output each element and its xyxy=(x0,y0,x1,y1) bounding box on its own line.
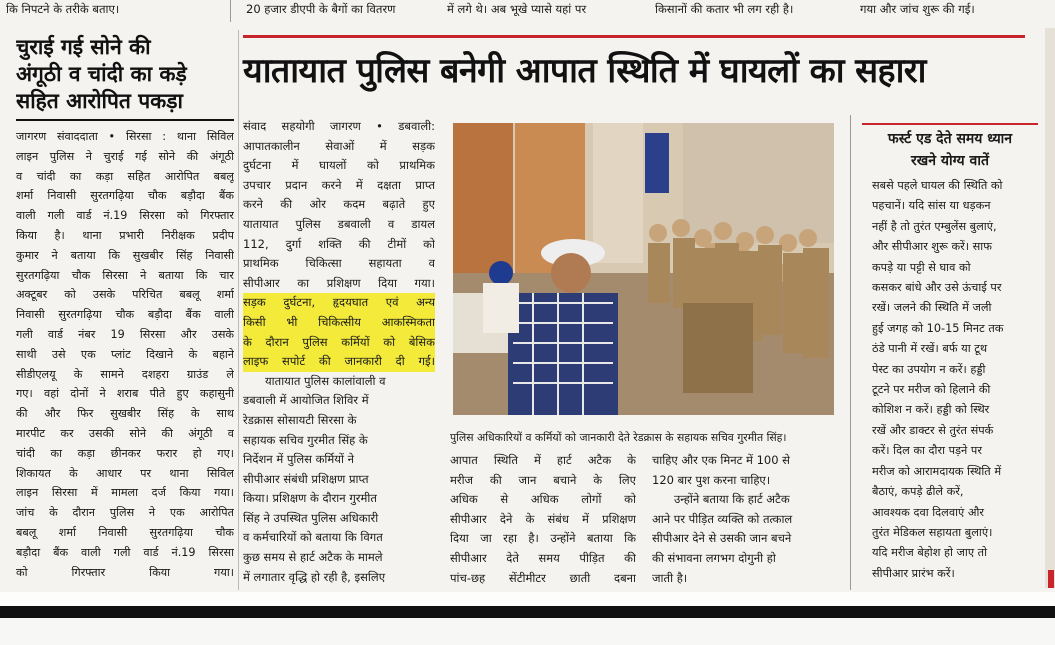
left-headline-line: सहित आरोपित पकड़ा xyxy=(16,89,183,113)
left-body-line: व चांदी का कड़ा सहित आरोपित बबलू xyxy=(16,169,234,183)
left-story xyxy=(16,34,234,582)
col3-line: उन्होंने बताया कि हार्ट अटैक xyxy=(674,492,790,507)
sidebar-body-line: कसकर बांधे और उसे ऊंचाई पर xyxy=(872,281,1002,295)
top-strip-text-1: कि निपटने के तरीके बताए। xyxy=(6,2,120,16)
col3-line: की संभावना लगभग दोगुनी हो xyxy=(652,550,776,565)
main-headline-rule xyxy=(243,35,1025,38)
col1-line: सीपीआर का प्रशिक्षण दिया गया। xyxy=(243,275,435,290)
col3-line: चाहिए और एक मिनट में 100 से xyxy=(652,453,790,467)
col1-line: कुछ समय से हार्ट अटैक के मामले xyxy=(243,550,383,565)
right-edge-strip xyxy=(1045,28,1055,588)
sidebar-body-line: सीपीआर प्रारंभ करें। xyxy=(872,566,955,580)
sidebar-body-line: करें। दिल का दौरा पड़ने पर xyxy=(872,444,982,458)
left-body-line: लाइन पुलिस ने चुराई गई सोने की अंगूठी xyxy=(16,149,234,163)
top-strip-text-2: 20 हजार डीएपी के बैगों का वितरण xyxy=(246,2,396,16)
col1-line: आपातकालीन सेवाओं में सड़क xyxy=(243,138,435,153)
sidebar-body-line: तुरंत मेडिकल सहायता बुलाएं। xyxy=(872,525,993,539)
top-strip-text-3: में लगे थे। अब भूखे प्यासे यहां पर xyxy=(447,2,587,16)
photo-caption: पुलिस अधिकारियों व कर्मियों को जानकारी देते रेडक्रास के सहायक सचिव गुरमीत सिंह। xyxy=(450,431,787,444)
col1-line: प्राथमिक चिकित्सा सहायता व xyxy=(243,256,435,271)
main-col1-rest xyxy=(243,372,435,588)
left-headline-line: चुराई गई सोने की xyxy=(16,35,151,59)
sidebar-body-line: हुई जगह को 10-15 मिनट तक xyxy=(872,321,1004,335)
sidebar-body-line: मरीज को आरामदायक स्थिति में xyxy=(872,464,1002,478)
sidebar-body-line: कोशिश न करें। हड्डी को स्थिर xyxy=(872,403,990,417)
sidebar-body-line: नहीं है तो तुरंत एम्बुलेंस बुलाएं, xyxy=(872,219,997,233)
bottom-margin xyxy=(0,618,1055,645)
sidebar-body-line: ठंडे पानी में रखें। बर्फ या टूथ xyxy=(872,342,988,356)
left-story-body xyxy=(16,127,234,582)
col3-line: 120 बार पुश करना चाहिए। xyxy=(652,472,771,487)
col1-line: उपचार प्रदान करने में दक्षता प्राप्त xyxy=(243,177,435,192)
sidebar-body-line: सबसे पहले घायल की स्थिति को xyxy=(872,179,1003,192)
left-body-line: की और फिर सुखबीर सिंह के साथ xyxy=(16,407,234,421)
col1-highlight-line: किसी भी चिकित्सीय आकस्मिकता xyxy=(243,313,435,333)
col2-line: सीपीआर देने के संबंध में प्रशिक्षण xyxy=(450,511,636,526)
bottom-whitespace xyxy=(0,592,1055,606)
col1-line: रेडक्रास सोसायटी सिरसा के xyxy=(243,412,357,427)
main-col1-intro xyxy=(243,117,435,293)
sidebar-body-line: बैठाएं, कपड़े ढीले करें, xyxy=(872,485,964,499)
sidebar-body-line: आवश्यक दवा दिलवाएं और xyxy=(872,505,985,519)
left-body-line: को गिरफ्तार किया गया। xyxy=(16,565,234,579)
sidebar-body-line: पेस्ट का उपयोग न करें। हड्डी xyxy=(872,362,986,376)
col2-line: दिया जा रहा है। उन्होंने बताया कि xyxy=(450,531,636,546)
sidebar-title-line: फर्स्ट एड देते समय ध्यान xyxy=(887,131,1013,147)
main-col2 xyxy=(450,451,636,588)
left-body-line: चांदी का कड़ा छीनकर फरार हो गए। xyxy=(16,446,234,460)
col2-line: आपात स्थिति में हार्ट अटैक के xyxy=(450,453,636,467)
sidebar-divider xyxy=(850,115,851,590)
main-col1-highlight xyxy=(243,293,435,371)
col1-line: संवाद सहयोगी जागरण • डबवाली: xyxy=(243,119,435,133)
column-divider xyxy=(238,30,239,590)
col1-line: डबवाली में आयोजित शिविर में xyxy=(243,393,369,408)
news-photo xyxy=(453,123,834,415)
sidebar-box xyxy=(862,128,1038,584)
main-col1 xyxy=(243,117,435,587)
col2-line: मरीज की जान बचाने के लिए xyxy=(450,472,636,487)
col1-line: यातायात पुलिस डबवाली व डायल xyxy=(243,216,435,231)
col1-highlight-line: लाइफ सपोर्ट की जानकारी दी गई। xyxy=(243,352,435,372)
left-body-line: जागरण संवाददाता • सिरसा : थाना सिविल xyxy=(16,130,234,143)
left-body-line: बड़ौदा बैंक वाली गली वार्ड नं.19 सिरसा xyxy=(16,545,234,559)
left-body-line: निवासी सुरतगढ़िया चौक बड़ौदा बैंक वाली xyxy=(16,308,234,322)
col1-line: निर्देशन में पुलिस कर्मियों ने xyxy=(243,452,354,467)
top-strip xyxy=(0,0,1055,22)
left-body-line: अक्टूबर को उसके परिचित बबलू शर्मा xyxy=(16,288,234,302)
left-headline-rule xyxy=(16,119,234,121)
col1-line: 112, दुर्गा शक्ति की टीमों को xyxy=(243,236,435,251)
left-body-line: शर्मा निवासी सुरतगढ़िया चौक बड़ौदा बैंक xyxy=(16,189,234,203)
left-body-line: किया है। थाना प्रभारी निरीक्षक प्रदीप xyxy=(16,228,234,242)
left-body-line: बबलू शर्मा निवासी सुरतगढ़िया चौक xyxy=(16,525,234,539)
left-body-line: जांच के दौरान पुलिस ने एक आरोपित xyxy=(16,506,234,520)
sidebar-top-rule xyxy=(862,123,1038,125)
col2-line: अधिक से अधिक लोगों को xyxy=(450,492,636,507)
col1-line: में लगातार वृद्धि हो रही है, इसलिए xyxy=(243,569,386,584)
sidebar-body-line: कपड़े या पट्टी से घाव को xyxy=(872,260,971,274)
right-edge-red-mark xyxy=(1048,570,1054,588)
sidebar-title-line: रखने योग्य वातें xyxy=(911,153,989,169)
col1-highlight-line: के दौरान पुलिस कर्मियों को बेसिक xyxy=(243,333,435,353)
left-body-line: कुमार ने बताया कि सुखबीर सिंह निवासी xyxy=(16,248,234,262)
col3-line: जाती है। xyxy=(652,570,688,585)
main-story-headline: यातायात पुलिस बनेगी आपात स्थिति में घायलों का सहारा xyxy=(243,51,926,91)
left-body-line: सीडीएलयू के सामने दशहरा ग्राउंड ले xyxy=(16,367,234,381)
col2-line: सीपीआर देते समय पीड़ित की xyxy=(450,550,636,565)
left-body-line: सुरतगढ़िया चौक सिरसा ने बताया कि चार xyxy=(16,268,234,282)
top-strip-text-4: किसानों की कतार भी लग रही है। xyxy=(655,2,794,16)
left-body-line: मारपीट कर उसकी सोने की अंगूठी व xyxy=(16,426,234,440)
sidebar-body-line: रखें और डाक्टर से तुरंत संपर्क xyxy=(872,423,994,437)
left-story-headline xyxy=(16,34,234,115)
col1-line: दुर्घटना में घायलों को प्राथमिक xyxy=(243,158,435,173)
col1-highlight-line: सड़क दुर्घटना, हृदयघात एवं अन्य xyxy=(243,293,435,313)
left-body-line: गए। वहां दोनों ने शराब पीते हुए कहासुनी xyxy=(16,387,234,401)
col1-line: सहायक सचिव गुरमीत सिंह के xyxy=(243,432,368,447)
col1-line: किया। प्रशिक्षण के दौरान गुरमीत xyxy=(243,491,377,506)
sidebar-body-line: यदि मरीज बेहोश हो जाए तो xyxy=(872,546,988,560)
left-headline-line: अंगूठी व चांदी का कड़े xyxy=(16,62,187,86)
top-strip-text-5: गया और जांच शुरू की गई। xyxy=(860,2,975,16)
sidebar-body xyxy=(862,176,1038,584)
col1-line: सीपीआर संबंधी प्रशिक्षण प्राप्त xyxy=(243,471,369,486)
sidebar-title xyxy=(862,128,1038,172)
main-col3 xyxy=(652,451,838,588)
left-body-line: लाइन सिरसा में मामला दर्ज किया गया। xyxy=(16,486,234,500)
col1-line: सिंह ने उपस्थित पुलिस अधिकारी xyxy=(243,510,379,525)
sidebar-body-line: रखें। जलने की स्थिति में जली xyxy=(872,301,992,315)
top-strip-divider xyxy=(230,0,231,22)
bottom-black-rule xyxy=(0,606,1055,618)
col3-line: आने पर पीड़ित व्यक्ति को तत्काल xyxy=(652,511,793,526)
col2-line: पांच-छह सेंटीमीटर छाती दबना xyxy=(450,570,636,585)
col1-line: यातायात पुलिस कालांवाली व xyxy=(265,373,386,388)
sidebar-body-line: टूटने पर मरीज को हिलाने की xyxy=(872,383,991,397)
sidebar-body-line: और सीपीआर शुरू करें। साफ xyxy=(872,240,992,254)
left-body-line: साथी उसे एक प्लांट दिखाने के बहाने xyxy=(16,347,234,361)
col1-line: व कर्मचारियों को बताया कि विगत xyxy=(243,530,383,545)
left-body-line: गली वार्ड नंबर 19 सिरसा और उसके xyxy=(16,327,234,341)
left-body-line: वाली गली वार्ड नं.19 सिरसा को गिरफ्तार xyxy=(16,209,234,223)
col3-line: सीपीआर देने से उसकी जान बचने xyxy=(652,531,792,546)
left-body-line: शिकायत के आधार पर थाना सिविल xyxy=(16,466,234,480)
sidebar-body-line: पहचानें। यदि सांस या धड़कन xyxy=(872,199,991,213)
training-session-photo xyxy=(453,123,834,415)
col1-line: करने की ओर कदम बढ़ाते हुए xyxy=(243,197,435,212)
